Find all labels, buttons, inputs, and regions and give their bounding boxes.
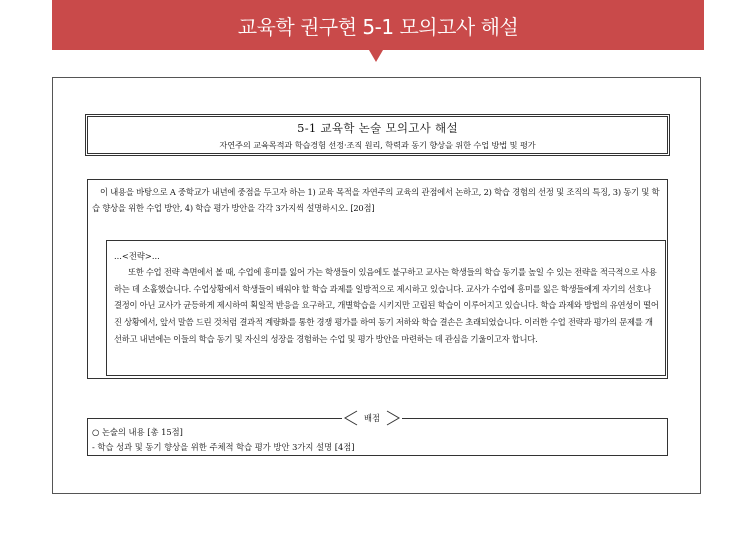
document-subtitle: 자연주의 교육목적과 학습경험 선정·조직 원리, 학력과 동기 향상을 위한 수업 방법 및 평가 [219,140,536,150]
question-box [87,179,668,379]
header-banner [52,0,704,50]
question-text: 이 내용을 바탕으로 A 중학교가 내년에 중점을 두고자 하는 1) 교육 목적을 자연주의 교육의 관점에서 논하고, 2) 학습 경험의 선정 및 조직의 특징, 3) 동기 및 학습 향상을 위한 수업 방안, 4) 학습 평가 방안을 각각 3가지씩 설명하시오. [20점] [92,187,660,213]
passage-text: 또한 수업 전략 측면에서 볼 때, 수업에 흥미를 잃어 가는 학생들이 있음에도 불구하고 교사는 학생들의 학습 동기를 높일 수 있는 전략을 적극적으로 사용하는 데 소홀했습니다. 수업상황에서 학생들이 배워야 할 학습 과제를 일방적으로 제시하고 있습니다. 교사가 수업에 흥미를 잃은 학생들에게 자기의 선호나 결정이 아닌 교사가 균등하게 제시하여 획일적 반응을 요구하고, 개별학습을 시키지만 고립된 학습이 이루어지고 있습니다. 학습 과제와 방법의 유연성이 떨어진 상황에서, 앞서 말씀 드린 것처럼 결과적 계량화를 통한 경쟁 평가를 하여 동기 저하와 학습 결손은 초래되었습니다. 이러한 수업 전략과 평가의 문제를 개선하고 내년에는 이들의 학습 동기 및 자신의 성장을 경험하는 수업 및 평가 방안을 마련하는 데 관심을 기울이고자 합니다. [114,267,659,344]
points-label: 배점 [364,413,381,423]
right-chevron-icon [386,410,400,426]
points-box [87,413,668,456]
page-title: 교육학 권구현 5-1 모의고사 해설 [237,14,519,39]
passage-box [106,240,666,376]
left-chevron-icon [344,410,358,426]
document-title-box [87,116,668,154]
points-label-wrap [342,409,402,427]
document-title: 5-1 교육학 논술 모의고사 해설 [297,121,458,135]
points-line-1: ○ 논술의 내용 [총 15점] [92,427,183,437]
document-page [52,77,701,494]
points-line-2: - 학습 성과 및 동기 향상을 위한 주체적 학습 평가 방안 3가지 설명 [4점] [92,442,355,452]
banner-pointer-icon [369,50,383,62]
passage-head: ...<전략>... [114,251,160,261]
